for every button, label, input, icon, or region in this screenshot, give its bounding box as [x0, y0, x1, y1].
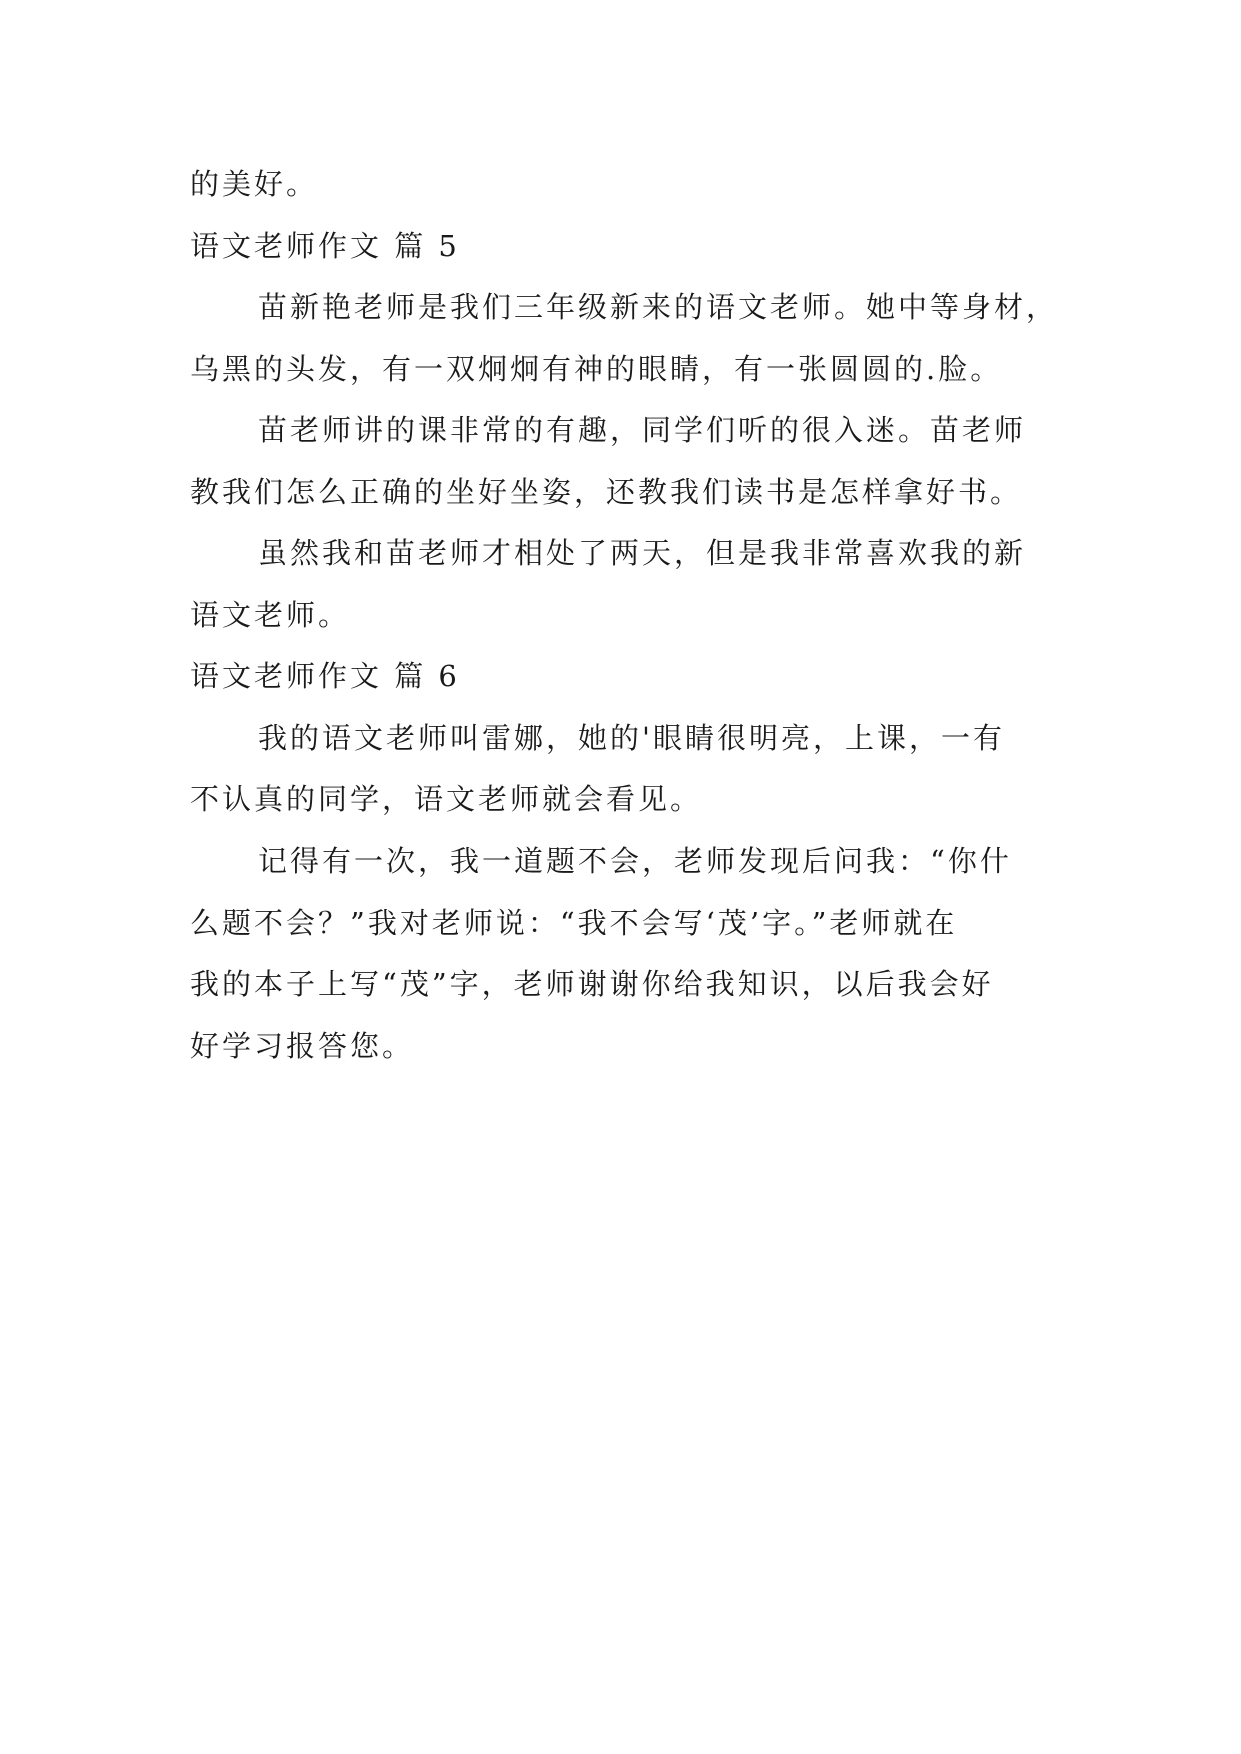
section-heading: 语文老师作文 篇 5: [190, 229, 460, 263]
paragraph-line: 好学习报答您。: [190, 1029, 415, 1063]
paragraph-line: 虽然我和苗老师才相处了两天，但是我非常喜欢我的新: [258, 536, 1027, 570]
paragraph-line: 我的语文老师叫雷娜，她的'眼睛很明亮，上课，一有: [258, 721, 1005, 755]
paragraph-line: 不认真的同学，语文老师就会看见。: [190, 782, 703, 816]
paragraph-line: 苗老师讲的课非常的有趣，同学们听的很入迷。苗老师: [258, 413, 1027, 447]
paragraph-line: 我的本子上写“茂”字，老师谢谢你给我知识，以后我会好: [190, 967, 994, 1001]
paragraph-line: 的美好。: [190, 167, 319, 201]
paragraph-line: 苗新艳老师是我们三年级新来的语文老师。她中等身材，: [258, 290, 1059, 324]
paragraph-line: 乌黑的头发，有一双炯炯有神的眼睛，有一张圆圆的.脸。: [190, 352, 1003, 386]
section-heading: 语文老师作文 篇 6: [190, 659, 460, 693]
paragraph-line: 语文老师。: [190, 598, 351, 632]
paragraph-line: 教我们怎么正确的坐好坐姿，还教我们读书是怎样拿好书。: [190, 475, 1023, 509]
paragraph-line: 记得有一次，我一道题不会，老师发现后问我：“你什: [258, 844, 1012, 878]
paragraph-line: 么题不会？”我对老师说：“我不会写‘茂’字。”老师就在: [190, 906, 958, 940]
